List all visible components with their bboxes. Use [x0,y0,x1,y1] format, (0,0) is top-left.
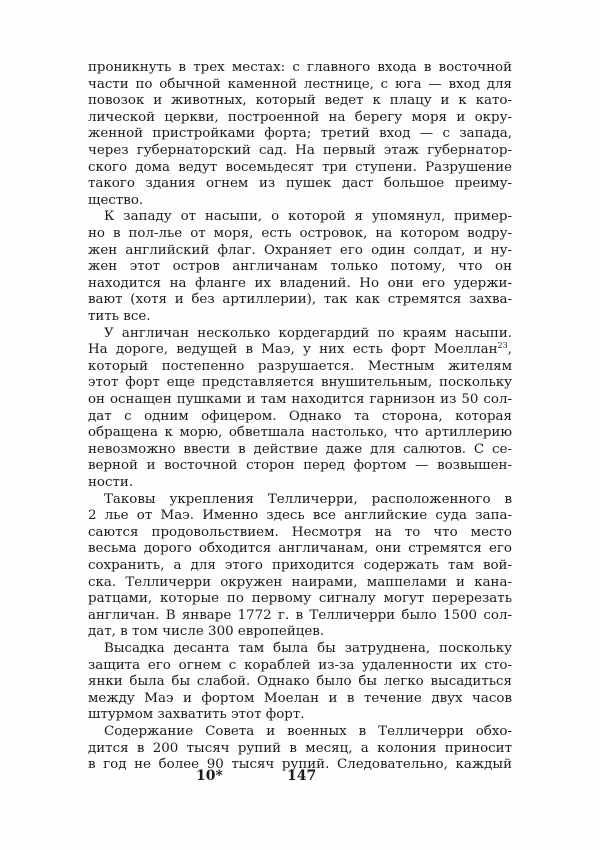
text-line: части по обычной каменной лестнице, с юга — вход для [88,76,512,92]
text-line: вают (хотя и без артиллерии), так как стремятся захва- [88,292,512,308]
text-line: обращена к морю, обветшала настолько, что артиллерию [88,425,512,441]
text-line: англичан. В январе 1772 г. в Телличерри было 1500 сол- [88,607,512,623]
text-line: этот форт еще представляется внушительным, поскольку [88,375,512,391]
text-line: дат с одним офицером. Однако та сторона, которая [88,408,512,424]
text-line: в год не более 90 тысяч рупий. Следовательно, каждый [88,757,512,773]
text-line: дат, в том числе 300 европейцев. [88,624,325,640]
text-line: он оснащен пушками и там находится гарнизон из 50 сол- [88,392,512,407]
text-line: такого здания огнем из пушек даст большое преиму- [88,176,512,192]
text-line: штурмом захватить этот форт. [88,707,305,723]
text-line: ского дома ведут восемьдесят три ступени. Разрушение [88,159,512,175]
text-line: сохранить, а для этого приходится содержать там вой- [88,558,512,573]
text-line: щество. [88,192,144,208]
text-line: ности. [88,475,134,490]
text-line: лической церкви, построенной на берегу моря и окру- [88,109,512,125]
text-line: который постепенно разрушается. Местным жителям [88,358,512,374]
text-line: дится в 200 тысяч рупий в месяц, а колония приносит [88,740,512,756]
paragraph-start: Содержание Совета и военных в Телличерри обхо- [104,724,512,739]
page-number: 147 [287,768,317,784]
text-line: 2 лье от Маэ. Именно здесь все английские суда запа- [88,508,512,524]
paragraph-start: У англичан несколько кордегардий по краям насыпи. [104,325,512,341]
text-line: проникнуть в трех местах: с главного входа в восточной [88,60,512,75]
text-line: жен этот остров англичанам только потому, что он [88,259,512,275]
text-line: ска. Телличерри окружен наирами, маппелами и кана- [88,574,512,590]
text-line: женной пристройками форта; третий вход — с запада, [88,126,512,142]
page-footer [0,768,600,790]
signature-mark: 10* [196,768,223,784]
text-line: через губернаторский сад. На первый этаж губернатор- [88,143,512,158]
text-line: тить все. [88,309,151,324]
paragraph-start: Высадка десанта там была бы затруднена, поскольку [104,641,512,656]
text-line: верной и восточной сторон перед фортом — возвышен- [88,458,512,474]
text-line: На дороге, ведущей в Маэ, у них есть форт Моеллан$^{23}$, [88,341,512,358]
text-line: но в пол-лье от моря, есть островок, на котором водру- [88,226,512,241]
text-line-content: На дороге, ведущей в Маэ, у них есть форт Моеллан [88,342,498,358]
text-line: весьма дорого обходится англичанам, они стремятся его [88,541,512,557]
text-line: саются продовольствием. Несмотря на то что место [88,524,512,540]
text-line: защита его огнем с кораблей из-за удаленности их сто- [88,657,512,673]
paragraph-start: Таковы укрепления Телличерри, расположенного в [104,491,512,507]
text-line: янки была бы слабой. Однако было бы легко высадиться [88,674,512,690]
text-line: жен английский флаг. Охраняет его один солдат, и ну- [88,242,512,258]
text-line: между Маэ и фортом Моелан и в течение двух часов [88,690,512,706]
footnote-ref: 23 [497,341,508,351]
paragraph-start: К западу от насыпи, о которой я упомянул, пример- [104,209,512,225]
text-line: повозок и животных, который ведет к плацу и к като- [88,93,512,109]
text-line: ратцами, которые по первому сигналу могут перерезать [88,591,512,607]
text-line: находится на фланге их владений. Но они его удержи- [88,275,512,291]
text-line: невозможно ввести в действие даже для салютов. С се- [88,441,512,457]
